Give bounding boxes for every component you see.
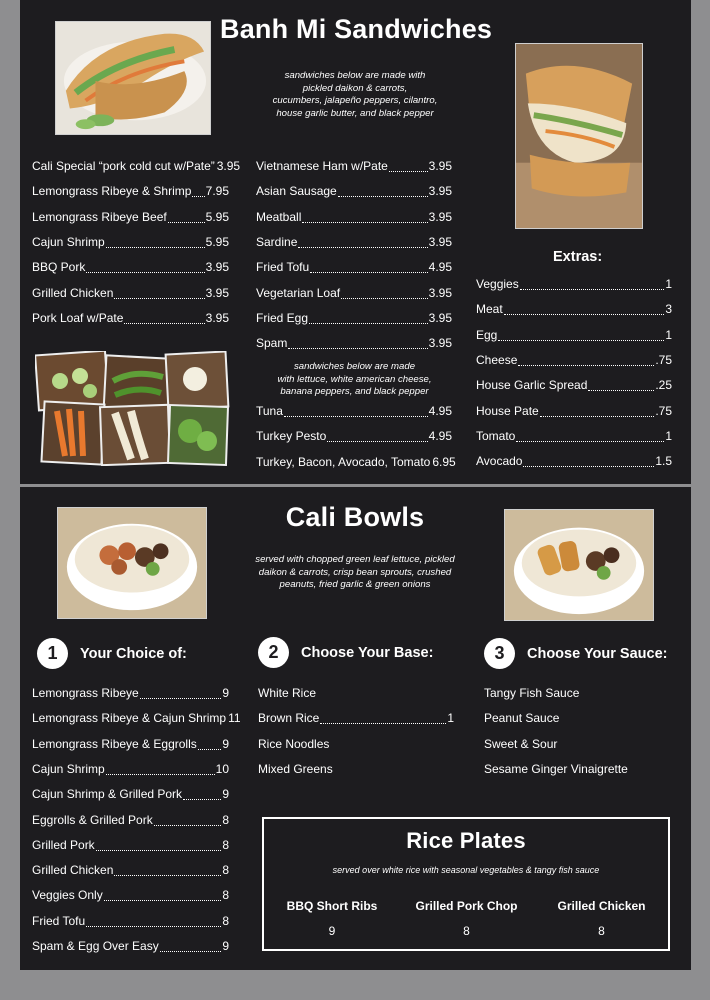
menu-row [32,863,229,879]
item-name: Sardine [256,234,298,249]
rice-plate-name: BBQ Short Ribs [286,899,378,913]
step-3-number: 3 [484,638,515,669]
item-name: Lemongrass Ribeye Beef [32,209,167,224]
item-name: Meat [476,302,503,317]
item-name: Fried Egg [256,310,309,325]
menu-row [32,286,229,302]
menu-row [32,737,229,753]
item-price: 1.5 [655,454,672,469]
leader-dots [523,456,654,467]
leader-dots [504,304,665,315]
leader-dots [106,237,205,248]
item-price: 1 [665,277,672,291]
item-price: 11 [228,711,241,726]
rice-plate-item [409,899,524,938]
item-name: Veggies [476,277,519,291]
leader-dots [154,815,222,826]
item-price: 4.95 [428,404,452,418]
banh-mi-panel [20,0,691,484]
item-price: 1 [447,711,454,726]
item-name: Vietnamese Ham w/Pate [256,159,388,173]
menu-row [256,336,452,352]
item-name: Asian Sausage [256,184,337,199]
item-name: Fried Tofu [32,913,86,928]
menu-row [256,210,452,226]
extras-title: Extras: [553,249,603,265]
leader-dots [86,916,221,927]
bowl-photo-right [504,509,654,621]
menu-row [484,762,680,778]
item-price: 3.95 [428,310,452,325]
leader-dots [124,313,204,324]
item-price: 3 [665,302,672,317]
item-name: Grilled Chicken [32,863,114,878]
leader-dots [168,212,205,223]
item-name: Tangy Fish Sauce [484,686,580,700]
item-price: 1 [665,327,672,342]
banh-mi-description: sandwiches below are made with pickled daikon & carrots, cucumbers, jalapeño peppers, cilantro, house garlic butter, and black pepper [272,70,438,119]
item-price: 3.95 [205,260,229,275]
menu-row [476,277,672,293]
menu-row [32,184,229,200]
leader-dots [114,865,221,876]
bowls-description: served with chopped green leaf lettuce, pickled daikon & carrots, crisp bean sprouts, crushed peanuts, fried garlic & green onions [255,554,455,590]
menu-row [484,686,680,702]
menu-row [32,159,241,175]
item-price: 3.95 [428,234,452,249]
menu-row [258,762,454,778]
menu-row [256,286,452,302]
menu-row [32,762,229,778]
item-price: 8 [222,812,229,827]
item-name: Peanut Sauce [484,711,560,726]
item-name: Fried Tofu [256,260,310,275]
menu-row [32,260,229,276]
item-price: 3.95 [428,159,452,173]
item-price: 3.95 [428,209,452,224]
menu-row [256,184,452,200]
rice-plate-price: 9 [328,924,336,938]
item-name: Spam & Egg Over Easy [32,939,159,953]
menu-row [32,210,229,226]
step-1-label: Your Choice of: [80,645,187,662]
leader-dots [341,288,428,299]
menu-row [32,939,229,955]
step-2-header [258,637,433,668]
leader-dots [140,688,222,699]
step-1-header [37,638,187,669]
item-name: Mixed Greens [258,761,333,776]
step-2-label: Choose Your Base: [301,644,434,661]
item-name: BBQ Pork [32,260,86,275]
leader-dots [302,212,427,223]
item-price: 5.95 [205,234,229,249]
item-name: White Rice [258,686,317,700]
item-name: Egg [476,327,498,342]
leader-dots [192,186,204,197]
item-price: 4.95 [428,429,452,444]
item-name: Turkey Pesto [256,429,327,444]
item-price: 3.95 [205,310,229,325]
menu-row [256,311,452,327]
banh-mi-photo-left [55,21,211,135]
item-name: Cajun Shrimp [32,234,105,249]
item-price: 8 [222,837,229,852]
leader-dots [160,941,222,952]
item-price: 9 [222,787,229,802]
rice-plate-price: 8 [463,924,470,938]
item-name: Veggies Only [32,888,103,903]
banh-mi-photo-right [515,43,643,229]
item-price: 8 [222,913,229,928]
leader-dots [104,890,222,901]
leader-dots [86,262,204,273]
menu-row [484,711,680,727]
menu-row [32,686,229,702]
bowl-photo-left [57,507,207,619]
leader-dots [338,186,428,197]
item-price: 9 [222,686,229,700]
menu-row [476,302,672,318]
item-price: 5.95 [205,209,229,224]
item-price: 3.95 [205,285,229,300]
step-1-number: 1 [37,638,68,669]
leader-dots [114,288,204,299]
menu-row [476,328,672,344]
menu-row [32,838,229,854]
item-name: Lemongrass Ribeye & Eggrolls [32,736,197,751]
step-3-header [484,638,667,669]
leader-dots [288,338,427,349]
menu-row [32,711,241,727]
item-name: Lemongrass Ribeye & Shrimp [32,184,192,199]
leader-dots [327,431,427,442]
rice-plate-name: Grilled Chicken [557,899,646,913]
banh-mi-title: Banh Mi Sandwiches [220,14,493,44]
item-price: 10 [215,761,229,776]
item-name: Cajun Shrimp & Grilled Pork [32,787,183,802]
item-price: 4.95 [428,260,452,275]
menu-row [476,404,672,420]
menu-row [32,914,229,930]
menu-row [32,888,229,904]
item-name: Eggrolls & Grilled Pork [32,812,153,827]
item-price: 9 [222,736,229,751]
leader-dots [520,279,665,290]
item-name: Turkey, Bacon, Avocado, Tomato [256,454,431,469]
item-name: Grilled Pork [32,837,95,852]
item-price: 3.95 [216,159,241,173]
menu-row [476,378,672,394]
item-price: 8 [222,863,229,878]
item-price: 6.95 [432,454,456,469]
rice-plates-box [262,817,670,951]
item-price: .75 [655,352,672,367]
leader-dots [198,739,222,750]
item-price: 3.95 [428,336,452,351]
item-name: House Garlic Spread [476,378,588,393]
item-name: Lemongrass Ribeye [32,686,139,700]
item-name: Cali Special “pork cold cut w/Pate” [32,159,215,173]
leader-dots [518,355,654,366]
item-name: Grilled Chicken [32,285,114,300]
item-price: 8 [222,888,229,903]
menu-row [258,686,454,702]
menu-row [258,737,454,753]
rice-plate-price: 8 [598,924,605,938]
menu-row [32,235,229,251]
leader-dots [588,380,654,391]
item-name: Sesame Ginger Vinaigrette [484,761,628,776]
menu-row [476,429,672,445]
item-name: Vegetarian Loaf [256,285,341,300]
vegetables-collage [35,351,230,466]
leader-dots [540,406,655,417]
leader-dots [284,406,428,417]
menu-row [258,711,454,727]
menu-row [32,813,229,829]
banh-mi-description-2: sandwiches below are made with lettuce, white american cheese, banana peppers, and black pepper [277,361,432,397]
item-price: 1 [665,428,672,443]
menu-row [256,260,452,276]
leader-dots [516,431,664,442]
item-name: House Pate [476,403,539,418]
item-name: Cheese [476,352,518,367]
item-price: .25 [655,378,672,393]
item-price: 3.95 [428,184,452,199]
rice-plates-title: Rice Plates [406,828,526,853]
leader-dots [389,161,428,172]
menu-row [256,454,456,471]
item-price: 7.95 [205,184,229,199]
leader-dots [183,789,221,800]
rice-plate-item [282,899,382,938]
item-name: Meatball [256,209,302,224]
leader-dots [298,237,427,248]
menu-row [32,311,229,327]
menu-row [256,235,452,251]
rice-plate-item [549,899,654,938]
item-name: Cajun Shrimp [32,761,105,776]
leader-dots [320,713,446,724]
item-name: Brown Rice [258,711,320,726]
item-name: Tomato [476,428,516,443]
rice-plate-name: Grilled Pork Chop [415,899,518,913]
leader-dots [498,330,664,341]
item-name: Rice Noodles [258,736,330,751]
item-price: 3.95 [428,285,452,300]
leader-dots [106,764,215,775]
menu-row [476,353,672,369]
bowls-title: Cali Bowls [285,502,425,532]
item-name: Avocado [476,454,523,469]
item-price: 9 [222,939,229,953]
menu-row [476,454,672,470]
menu-row [256,404,452,420]
item-name: Tuna [256,404,283,418]
step-3-label: Choose Your Sauce: [527,645,668,662]
leader-dots [309,313,428,324]
item-name: Spam [256,336,288,351]
leader-dots [96,840,222,851]
menu-row [484,737,680,753]
menu-row [256,159,452,175]
step-2-number: 2 [258,637,289,668]
item-price: .75 [655,403,672,418]
leader-dots [310,262,428,273]
item-name: Lemongrass Ribeye & Cajun Shrimp [32,711,227,726]
menu-row [256,429,452,445]
item-name: Sweet & Sour [484,736,558,751]
item-name: Pork Loaf w/Pate [32,310,124,325]
menu-row [32,787,229,803]
rice-plates-description: served over white rice with seasonal vegetables & tangy fish sauce [332,865,600,875]
